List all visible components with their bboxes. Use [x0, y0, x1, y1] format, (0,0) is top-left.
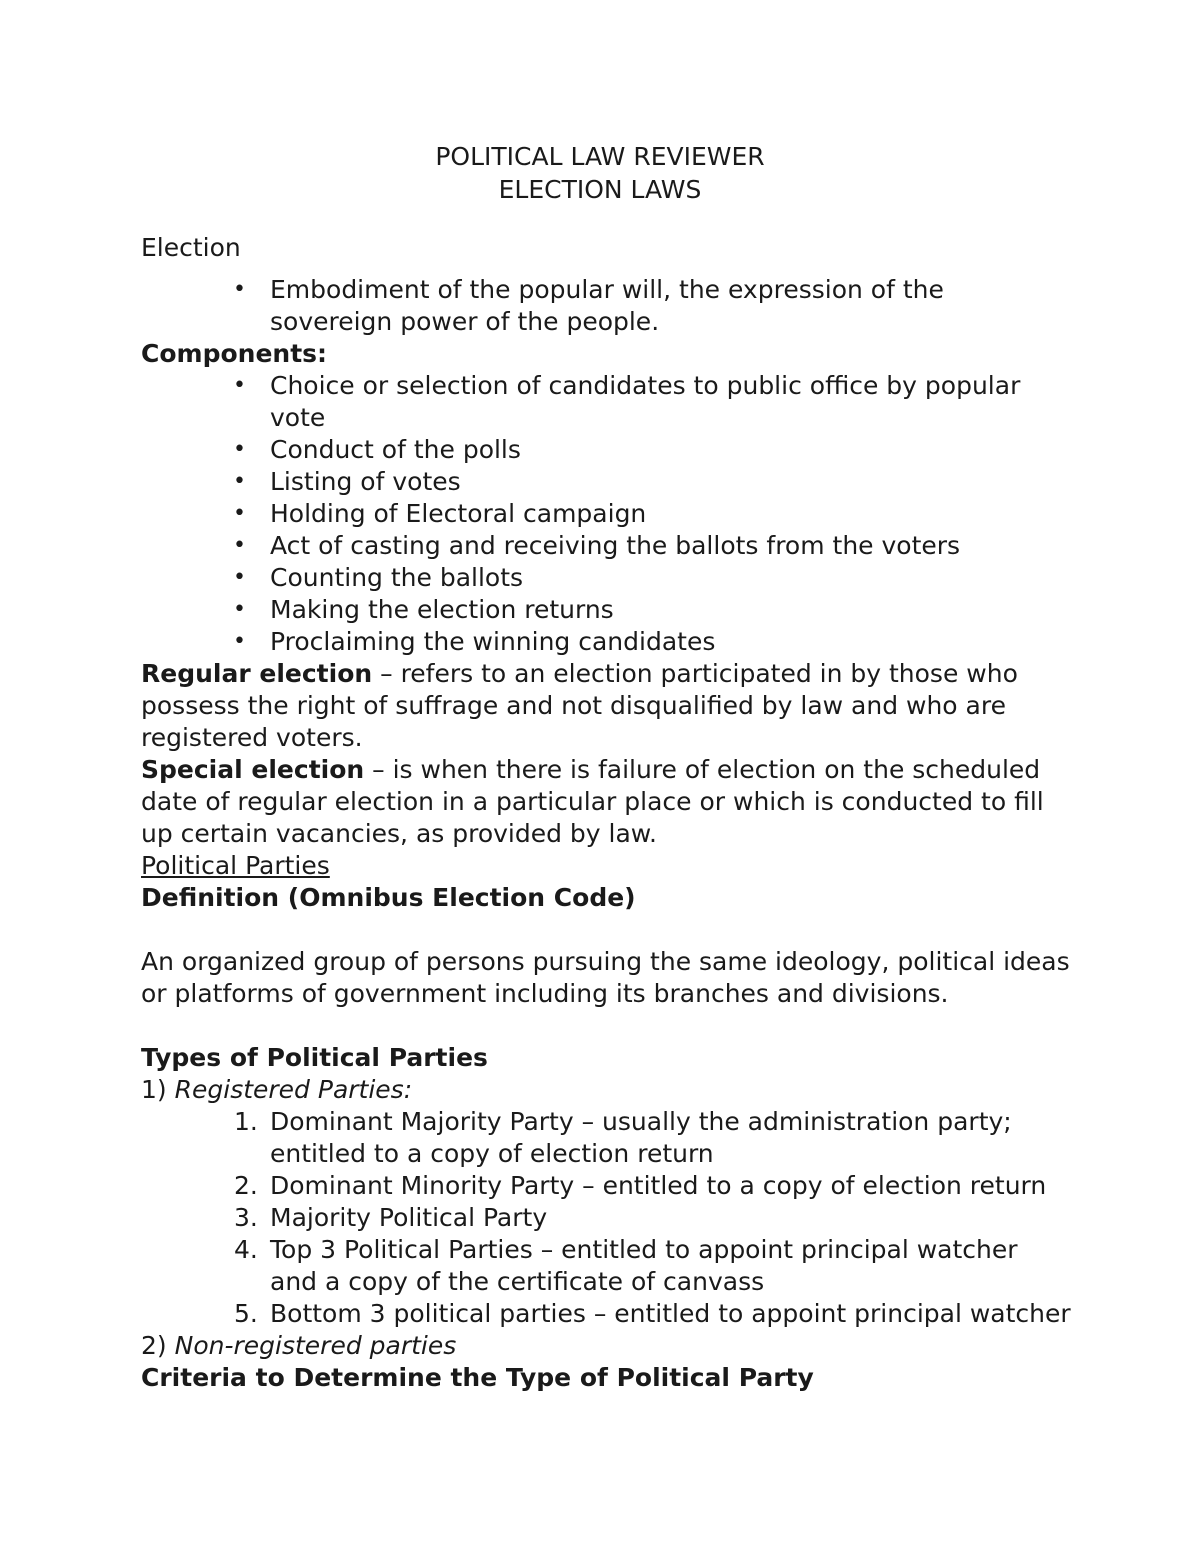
- document-page: [141, 140, 1071, 1394]
- bullet-icon: •: [233, 501, 246, 526]
- item-number: 5.: [234, 1299, 258, 1328]
- component-text: Making the election returns: [270, 595, 614, 624]
- list-item: [141, 1298, 1071, 1330]
- bullet-icon: •: [233, 565, 246, 590]
- list-item: [141, 434, 1071, 466]
- component-text: Listing of votes: [270, 467, 461, 496]
- definition-heading: Definition (Omnibus Election Code): [141, 883, 636, 912]
- election-bullet-text: Embodiment of the popular will, the expression of the sovereign power of the people.: [270, 275, 944, 336]
- list-item: [141, 1170, 1071, 1202]
- list-item: [141, 594, 1071, 626]
- components-heading: Components:: [141, 339, 328, 368]
- type-1-number: 1): [141, 1075, 167, 1104]
- item-text: Majority Political Party: [270, 1203, 548, 1232]
- component-text: Proclaiming the winning candidates: [270, 627, 716, 656]
- list-item: [141, 274, 1071, 338]
- political-parties-heading: Political Parties: [141, 851, 330, 880]
- item-text: Bottom 3 political parties – entitled to appoint principal watcher: [270, 1299, 1071, 1328]
- type-2-line: [141, 1330, 1071, 1362]
- type-2-label: Non-registered parties: [174, 1331, 457, 1360]
- type-2-number: 2): [141, 1331, 167, 1360]
- list-item: [141, 1202, 1071, 1234]
- component-text: Act of casting and receiving the ballots from the voters: [270, 531, 961, 560]
- list-item: [141, 370, 1071, 434]
- bullet-icon: •: [233, 533, 246, 558]
- regular-election-definition: – refers to an election participated in by those who possess the right of suffrage and not disqualified by law and who are registered voters.: [141, 659, 1018, 752]
- item-number: 4.: [234, 1235, 258, 1264]
- list-item: [141, 626, 1071, 658]
- item-text: Top 3 Political Parties – entitled to appoint principal watcher and a copy of the certificate of canvass: [270, 1235, 1018, 1296]
- regular-election-term: Regular election: [141, 659, 373, 688]
- list-item: [141, 1234, 1071, 1298]
- type-1-label: Registered Parties:: [174, 1075, 413, 1104]
- component-text: Choice or selection of candidates to public office by popular vote: [270, 371, 1021, 432]
- title-line-1: POLITICAL LAW REVIEWER: [435, 142, 765, 171]
- bullet-icon: •: [233, 597, 246, 622]
- bullet-icon: •: [233, 373, 246, 398]
- election-heading: Election: [141, 233, 241, 262]
- bullet-icon: •: [233, 469, 246, 494]
- definition-text: An organized group of persons pursuing the same ideology, political ideas or platforms of government including its branches and divisions.: [141, 947, 1070, 1008]
- list-item: [141, 562, 1071, 594]
- list-item: [141, 1106, 1071, 1170]
- special-election-definition: – is when there is failure of election on the scheduled date of regular election in a particular place or which is conducted to fill up certain vacancies, as provided by law.: [141, 755, 1044, 848]
- special-election-paragraph: [141, 754, 1071, 850]
- list-item: [141, 498, 1071, 530]
- type-1-line: [141, 1074, 1071, 1106]
- bullet-icon: •: [233, 629, 246, 654]
- component-text: Holding of Electoral campaign: [270, 499, 647, 528]
- item-number: 3.: [234, 1203, 258, 1232]
- item-text: Dominant Minority Party – entitled to a copy of election return: [270, 1171, 1047, 1200]
- bullet-icon: •: [233, 437, 246, 462]
- title-line-2: ELECTION LAWS: [498, 175, 702, 204]
- component-text: Counting the ballots: [270, 563, 524, 592]
- regular-election-paragraph: [141, 658, 1071, 754]
- criteria-heading: Criteria to Determine the Type of Political Party: [141, 1363, 814, 1392]
- registered-parties-list: [141, 1106, 1071, 1330]
- special-election-term: Special election: [141, 755, 365, 784]
- election-bullet-list: [141, 274, 1071, 338]
- types-heading: Types of Political Parties: [141, 1043, 488, 1072]
- item-number: 2.: [234, 1171, 258, 1200]
- bullet-icon: •: [233, 277, 246, 302]
- components-list: [141, 370, 1071, 658]
- list-item: [141, 530, 1071, 562]
- component-text: Conduct of the polls: [270, 435, 521, 464]
- item-text: Dominant Majority Party – usually the administration party; entitled to a copy of election return: [270, 1107, 1012, 1168]
- item-number: 1.: [234, 1107, 258, 1136]
- list-item: [141, 466, 1071, 498]
